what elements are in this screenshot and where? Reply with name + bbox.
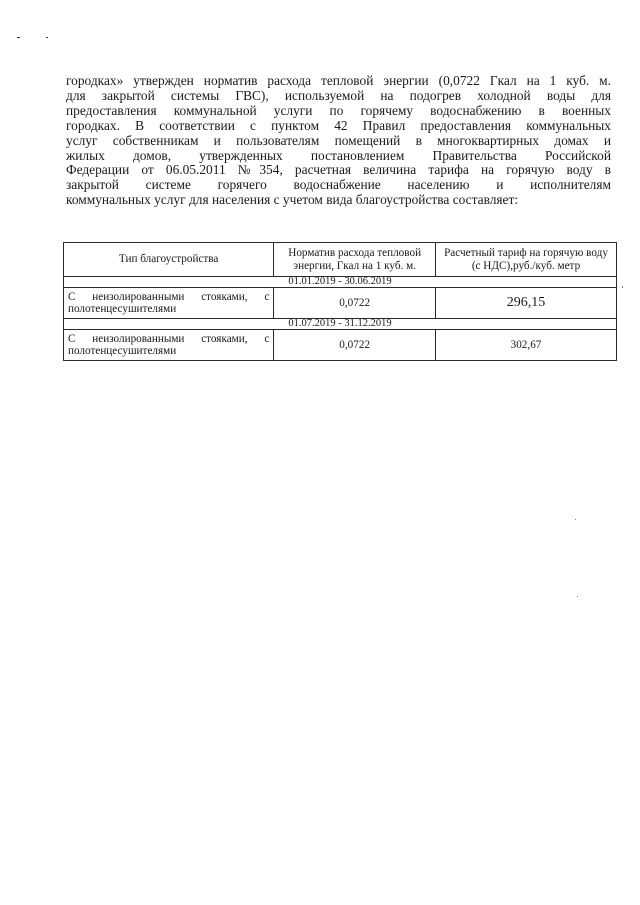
period-row (64, 277, 617, 288)
header-tariff: Расчетный тариф на горячую воду (с НДС),руб./куб. метр (436, 243, 617, 277)
period-row (64, 319, 617, 330)
norm-cell: 0,0722 (274, 330, 436, 361)
type-cell: С неизолированными стояками, с полотенцесушителями (64, 330, 274, 361)
norm-cell: 0,0722 (274, 288, 436, 319)
table-row (64, 288, 617, 319)
paragraph-line: жилых домов, утвержденных постановлением Правительства Российской (66, 147, 611, 163)
table-row (64, 330, 617, 361)
period-label: 01.01.2019 - 30.06.2019 (64, 277, 617, 288)
paragraph-line: Федерации от 06.05.2011 №354, расчетная величина тарифа на горячую воду в (66, 162, 611, 178)
tariff-table (63, 242, 617, 361)
tariff-cell: 302,67 (436, 330, 617, 361)
scan-mark (575, 519, 576, 520)
table-header-row (64, 243, 617, 277)
tariff-cell: 296,15 (436, 288, 617, 319)
type-cell: С неизолированными стояками, с полотенцесушителями (64, 288, 274, 319)
paragraph-line: городках. В соответствии с пунктом 42 Правил предоставления коммунальных (66, 117, 611, 133)
header-norm: Норматив расхода тепловой энергии, Гкал на 1 куб. м. (274, 243, 436, 277)
scan-mark (577, 596, 578, 597)
scan-mark (46, 37, 48, 38)
scan-mark (17, 37, 20, 38)
scan-mark (622, 286, 623, 288)
paragraph-line: для закрытой системы ГВС), используемой на подогрев холодной воды для (66, 87, 611, 103)
paragraph-line: закрытой системе горячего водоснабжение населению и исполнителям (66, 177, 611, 193)
period-label: 01.07.2019 - 31.12.2019 (64, 319, 617, 330)
paragraph-line: услуг собственникам и пользователям помещений в многоквартирных домах и (66, 132, 611, 148)
body-paragraph (66, 74, 611, 208)
header-type: Тип благоустройства (64, 243, 274, 277)
paragraph-line: коммунальных услуг для населения с учетом вида благоустройства составляет: (66, 192, 519, 208)
paragraph-line: городках» утвержден норматив расхода тепловой энергии (0,0722 Гкал на 1 куб. м. (66, 73, 611, 88)
paragraph-line: предоставления коммунальной услуги по горячему водоснабжению в военных (66, 102, 611, 118)
